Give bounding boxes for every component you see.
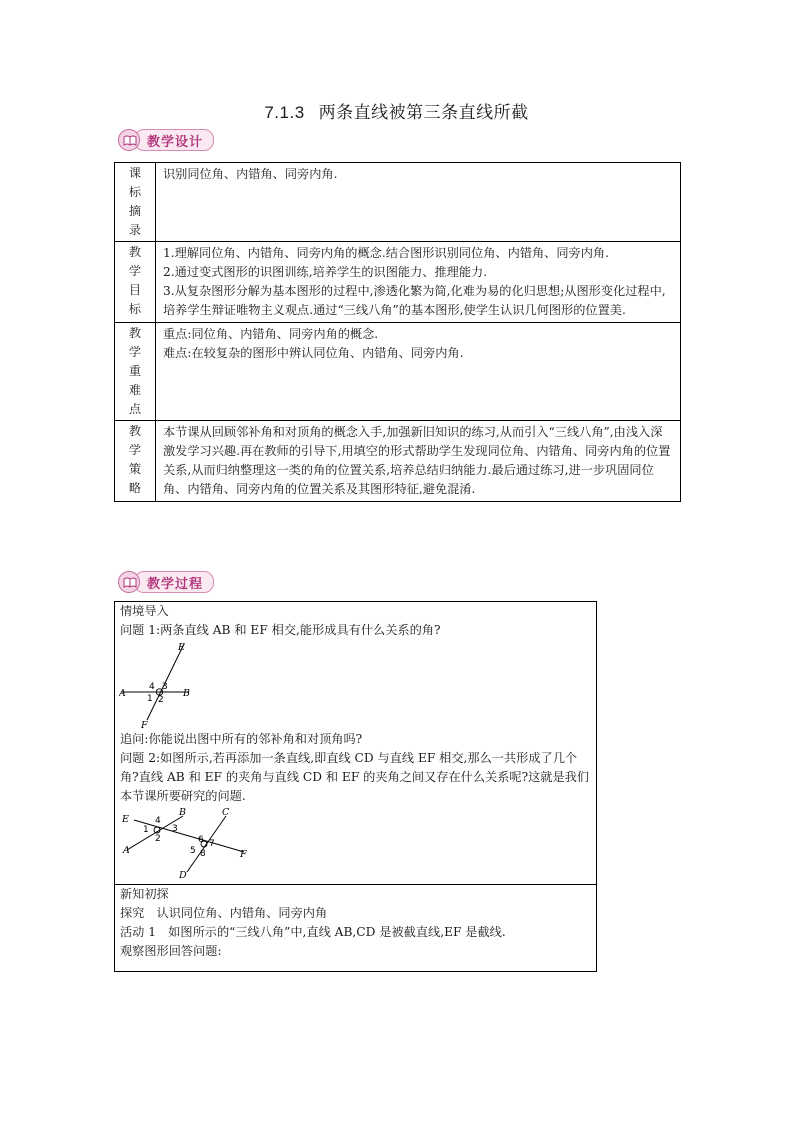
- content-line: 重点:同位角、内错角、同旁内角的概念.: [163, 327, 379, 341]
- label-char: 难: [128, 383, 142, 397]
- row-label-goals: [115, 242, 156, 323]
- label-char: 教: [128, 326, 142, 340]
- label-2: 2: [155, 834, 161, 844]
- followup-question: 追问:你能说出图中所有的邻补角和对顶角吗?: [120, 732, 363, 746]
- activity-1: 活动 1 如图所示的“三线八角”中,直线 AB,CD 是被截直线,EF 是截线.: [120, 925, 506, 939]
- label-8: 8: [200, 849, 206, 859]
- content-line: 难点:在较复杂的图形中辨认同位角、内错角、同旁内角.: [163, 346, 464, 360]
- title-text: 两条直线被第三条直线所截: [318, 103, 529, 123]
- table-row: [115, 163, 681, 242]
- content-line: 识别同位角、内错角、同旁内角.: [163, 167, 338, 181]
- label-A: A: [123, 845, 130, 856]
- observe-line: 观察图形回答问题:: [120, 944, 222, 958]
- question-2: 问题 2:如图所示,若再添加一条直线,即直线 CD 与直线 EF 相交,那么一共形成了几个角?直线 AB 和 EF 的夹角与直线 CD 和 EF 的夹角之间又存在什么关系呢?这就是我们本节课所要研究的问题.: [120, 751, 590, 803]
- process-section-badge: [118, 570, 214, 594]
- intro-heading: 情境导入: [120, 604, 169, 618]
- label-1: 1: [143, 825, 149, 835]
- content-line: 3.从复杂图形分解为基本图形的过程中,渗透化繁为简,化难为易的化归思想;从图形变化过程中,培养学生辩证唯物主义观点.通过“三线八角”的基本图形,使学生认识几何图形的位置美.: [163, 284, 666, 317]
- question-1: 问题 1:两条直线 AB 和 EF 相交,能形成具有什么关系的角?: [120, 623, 441, 637]
- label-char: 略: [128, 481, 142, 495]
- content-line: 本节课从回顾邻补角和对顶角的概念入手,加强新旧知识的练习,从而引入“三线八角”,由浅入深激发学习兴趣.再在教师的引导下,用填空的形式帮助学生发现同位角、内错角、同旁内角的位置关系,从而归纳整理这一类的角的位置关系,培养总结归纳能力.最后通过练习,进一步巩固同位角、内错角、同旁内角的位置关系及其图形特征,避免混淆.: [163, 425, 671, 496]
- label-D: D: [179, 870, 187, 881]
- label-char: 策: [128, 462, 142, 476]
- label-char: 教: [128, 424, 142, 438]
- book-icon: [118, 571, 140, 593]
- label-5: 5: [190, 846, 196, 856]
- label-6: 6: [198, 835, 204, 845]
- label-char: 摘: [128, 204, 142, 218]
- label-char: 学: [128, 264, 142, 278]
- design-badge-label: 教学设计: [134, 129, 214, 151]
- label-char: 点: [128, 402, 142, 416]
- row-label-standard: [115, 163, 156, 242]
- figure-two-lines: [115, 640, 596, 730]
- label-E: E: [178, 642, 185, 653]
- label-char: 课: [128, 166, 142, 180]
- label-E: E: [122, 814, 129, 825]
- label-2: 2: [158, 695, 164, 705]
- label-F: F: [240, 849, 247, 860]
- label-A: A: [119, 688, 126, 699]
- label-1: 1: [147, 694, 153, 704]
- row-content-goals: [156, 242, 681, 323]
- new-knowledge-heading: 新知初探: [120, 887, 169, 901]
- label-char: 教: [128, 245, 142, 259]
- label-char: 学: [128, 443, 142, 457]
- label-char: 重: [128, 364, 142, 378]
- label-char: 学: [128, 345, 142, 359]
- table-row: [115, 242, 681, 323]
- row-label-keypoints: [115, 323, 156, 421]
- table-row: [115, 421, 681, 502]
- label-char: 标: [128, 302, 142, 316]
- row-label-strategy: [115, 421, 156, 502]
- book-icon: [118, 129, 140, 151]
- process-box: [114, 601, 597, 972]
- line-cd: [187, 816, 226, 872]
- design-table: [114, 162, 681, 502]
- label-7: 7: [209, 839, 215, 849]
- explore-line: 探究 认识同位角、内错角、同旁内角: [120, 906, 328, 920]
- label-4: 4: [149, 682, 155, 692]
- label-char: 录: [128, 223, 142, 237]
- label-4: 4: [155, 816, 161, 826]
- label-F: F: [141, 720, 148, 730]
- label-3: 3: [172, 824, 178, 834]
- design-section-badge: [118, 128, 214, 152]
- label-C: C: [222, 807, 230, 818]
- row-content-standard: [156, 163, 681, 242]
- process-badge-label: 教学过程: [134, 571, 214, 593]
- label-B: B: [183, 688, 190, 699]
- content-line: 1.理解同位角、内错角、同旁内角的概念.结合图形识别同位角、内错角、同旁内角.: [163, 246, 609, 260]
- page-title: [0, 98, 793, 123]
- row-content-keypoints: [156, 323, 681, 421]
- label-char: 目: [128, 283, 142, 297]
- content-line: 2.通过变式图形的识图训练,培养学生的识图能力、推理能力.: [163, 265, 488, 279]
- label-B: B: [179, 807, 186, 818]
- label-3: 3: [162, 682, 168, 692]
- label-char: 标: [128, 185, 142, 199]
- table-row: [115, 323, 681, 421]
- figure-three-lines: [115, 806, 596, 884]
- row-content-strategy: [156, 421, 681, 502]
- title-number: 7.1.3: [264, 103, 305, 122]
